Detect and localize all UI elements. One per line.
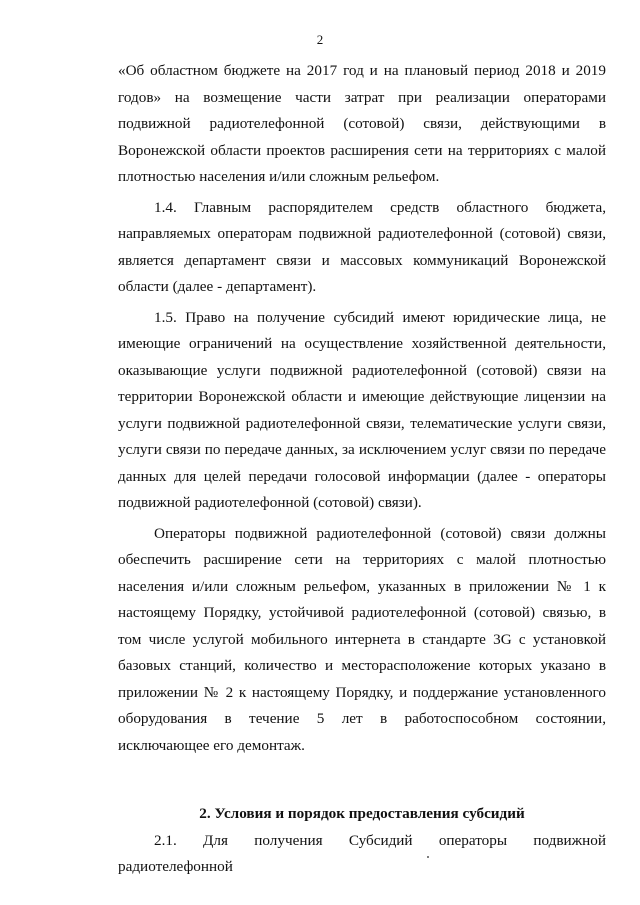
paragraph-1-5: 1.5. Право на получение субсидий имеют юридические лица, не имеющие ограничений на осуществление хозяйственной деятельности, оказывающие услуги подвижной радиотелефонной (сотовой) связи на территории Воронежской области и имеющие действующие лицензии на услуги подвижной радиотелефонной связи, телематические услуги связи, услуги связи по передаче данных, за исключением услуг связи по передаче данных для целей передачи голосовой информации (далее - операторы подвижной радиотелефонной (сотовой) связи). (118, 308, 606, 511)
paragraph-1-4: 1.4. Главным распорядителем средств областного бюджета, направляемых операторам подвижной радиотелефонной (сотовой) связи, является департамент связи и массовых коммуникаций Воронежской области (далее - департамент). (118, 198, 606, 295)
paragraph-operators: Операторы подвижной радиотелефонной (сотовой) связи должны обеспечить расширение сети на территориях с малой плотностью населения и/или сложным рельефом, указанных в приложении № 1 к настоящему Порядку, устойчивой радиотелефонной (сотовой) связью, в том числе услугой мобильного интернета в стандарте 3G с установкой базовых станций, количество и месторасположение которых указано в приложении № 2 к настоящему Порядку, и поддержание установленного оборудования в течение 5 лет в работоспособном состоянии, исключающее его демонтаж. (118, 524, 606, 754)
paragraph-continuation: «Об областном бюджете на 2017 год и на плановый период 2018 и 2019 годов» на возмещение части затрат при реализации операторами подвижной радиотелефонной (сотовой) связи, действующими в Воронежской области проектов расширения сети на территориях с малой плотностью населения и/или сложным рельефом. (118, 62, 606, 185)
paragraph-2-1: 2.1. Для получения Субсидий операторы подвижной радиотелефонной (118, 831, 606, 875)
scan-speck (427, 856, 429, 858)
document-body (118, 58, 606, 881)
section-heading: 2. Условия и порядок предоставления субсидий (199, 805, 525, 822)
page-number: 2 (316, 32, 324, 47)
